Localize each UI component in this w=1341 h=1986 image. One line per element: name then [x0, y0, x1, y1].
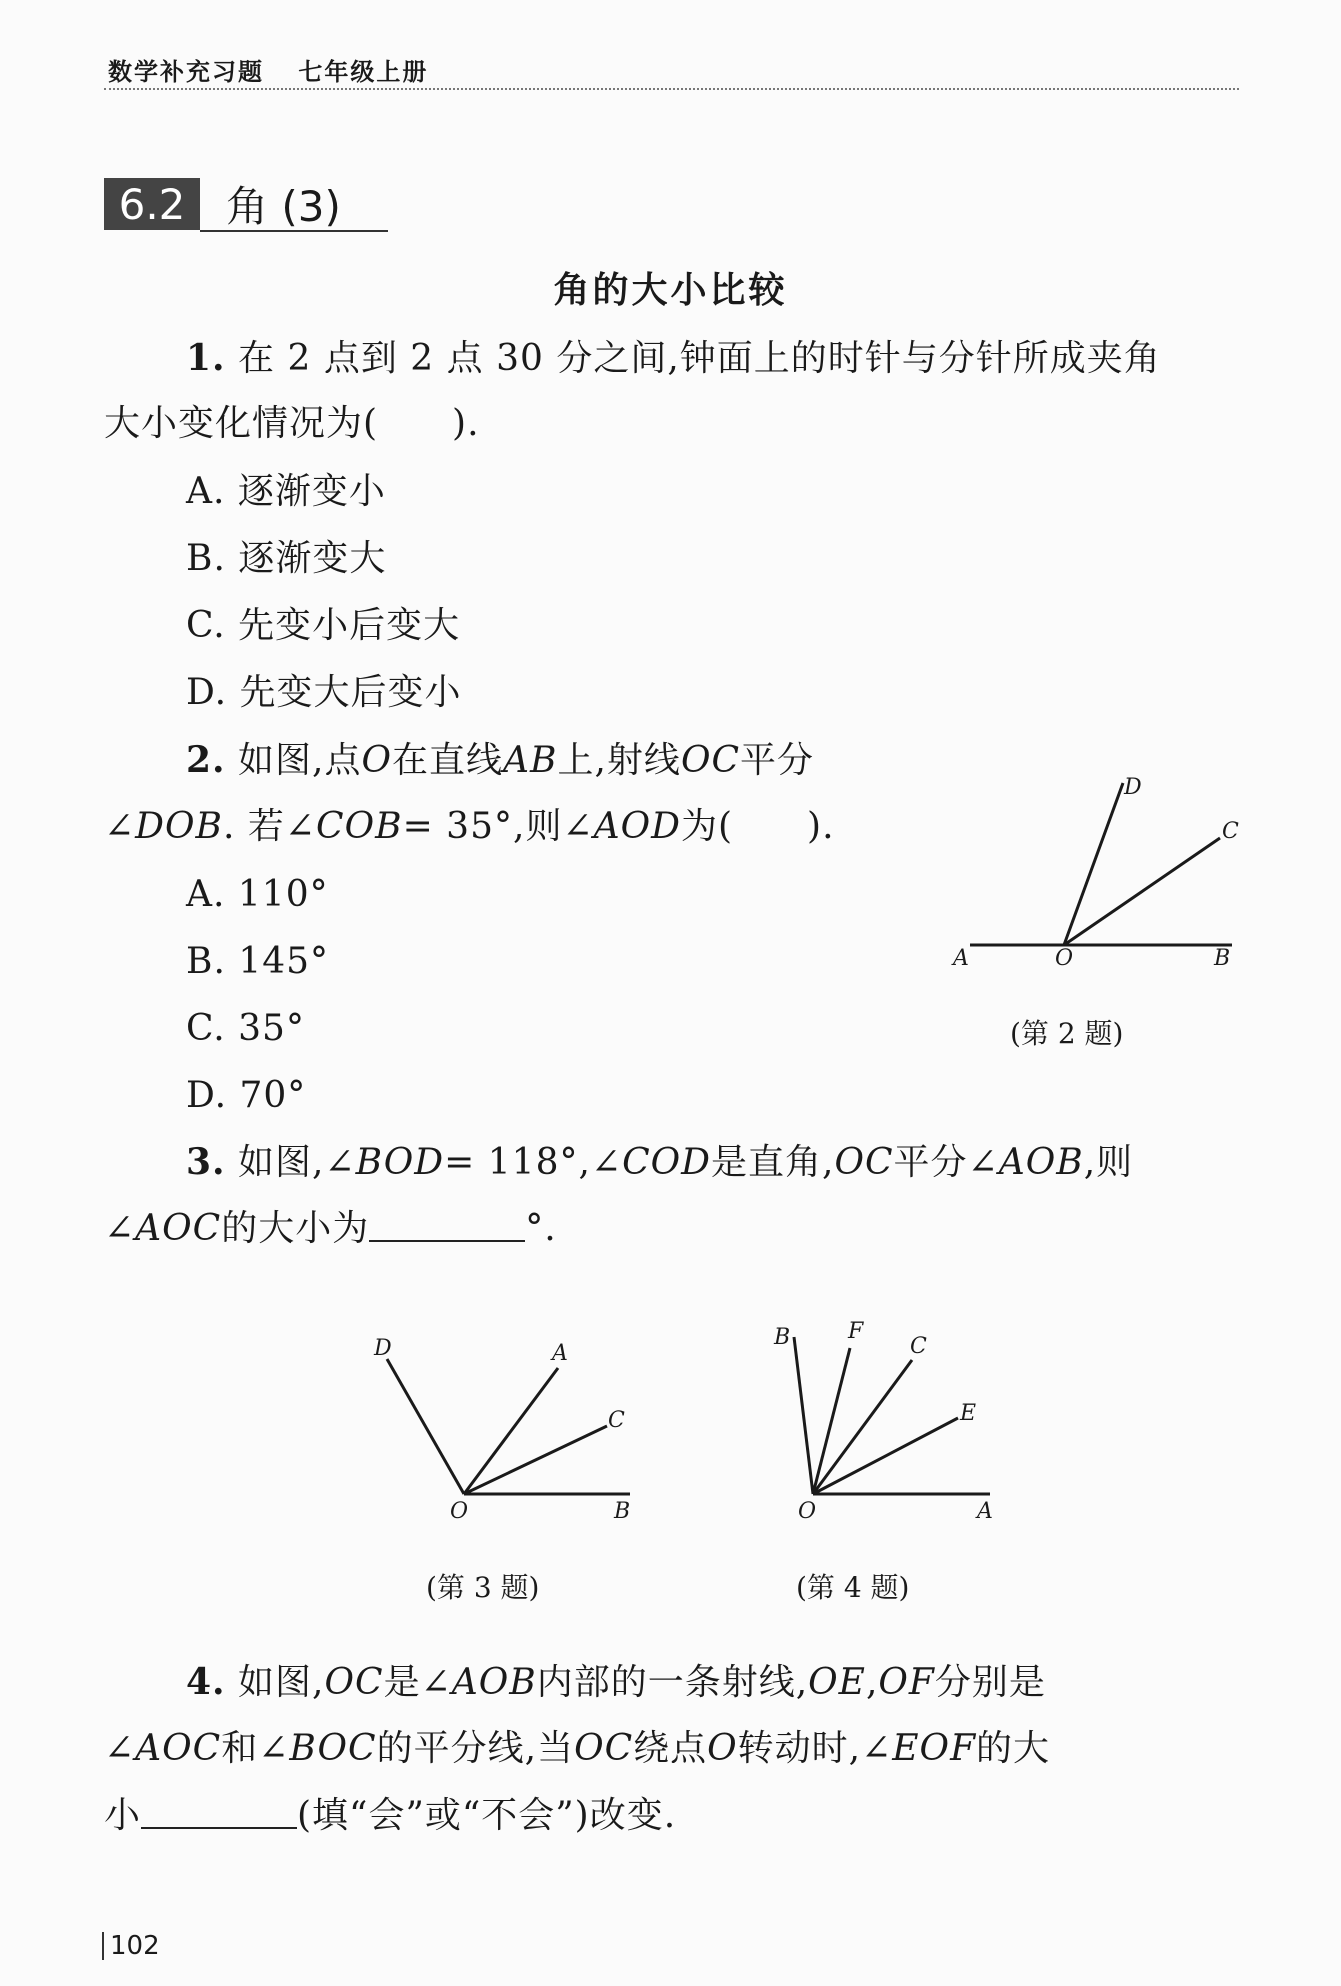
q2-stem-line1 [186, 738, 814, 783]
label-d: D [374, 1336, 392, 1361]
label-b: B [774, 1325, 791, 1350]
q3-var: ∠AOC [104, 1208, 222, 1249]
q2-text: 上,射线 [557, 740, 681, 781]
q1-stem-line2: 大小变化情况为( ). [104, 403, 480, 444]
grade-label: 七年级上册 [298, 58, 429, 86]
section-title: 角 (3) [226, 182, 341, 231]
q4-var: ∠AOB [420, 1662, 537, 1703]
label-o: O [450, 1499, 469, 1524]
q3-number: 3. [186, 1141, 226, 1183]
running-header [108, 52, 452, 87]
q3-text: 是直角, [711, 1142, 835, 1183]
q2-var: AB [503, 740, 558, 781]
q4-text: 和 [221, 1728, 259, 1769]
page-number: 102 [102, 1932, 160, 1960]
section-underline [200, 230, 388, 232]
q4-text: (填“会”或“不会”)改变. [297, 1795, 677, 1836]
q4-stem-line2 [104, 1727, 1050, 1771]
q4-number: 4. [186, 1661, 226, 1703]
q3-text: 平分 [893, 1142, 968, 1183]
q4-text: 的大 [976, 1728, 1051, 1769]
label-o: O [1055, 946, 1074, 971]
q4-text: 绕点 [633, 1728, 708, 1769]
q2-var: O [361, 740, 393, 781]
label-a: A [953, 946, 969, 971]
label-d: D [1124, 775, 1142, 800]
book-title: 数学补充习题 [108, 58, 264, 86]
ray-oc [1064, 838, 1220, 945]
q3-var: OC [834, 1142, 894, 1183]
q2-option-b: B. 145° [186, 941, 330, 982]
label-c: C [608, 1408, 625, 1433]
q4-stem-line1 [186, 1660, 1046, 1705]
q4-var: OC [574, 1728, 634, 1769]
section-number: 6.2 [104, 178, 200, 230]
q4-var: OE [808, 1662, 866, 1703]
q3-stem-line2 [104, 1207, 557, 1251]
label-b: B [614, 1499, 631, 1524]
q4-var: OC [324, 1662, 384, 1703]
q4-stem-line3 [104, 1794, 676, 1838]
q4-text: 分别是 [934, 1662, 1046, 1703]
q1-option-c: C. 先变小后变大 [186, 605, 461, 646]
q4-text: 内部的一条射线, [536, 1662, 809, 1703]
figure-q2 [940, 770, 1260, 990]
q3-stem-line1 [186, 1140, 1133, 1185]
q4-var: ∠AOC [104, 1728, 222, 1769]
q4-var: ∠BOC [258, 1728, 377, 1769]
header-divider [104, 88, 1239, 90]
q3-text: = 118°, [444, 1142, 591, 1183]
q4-text: 如图, [238, 1662, 325, 1703]
q3-text: °. [525, 1208, 557, 1249]
label-c: C [1222, 819, 1239, 844]
figure-q4 [740, 1310, 1060, 1530]
q4-text: 是 [383, 1662, 421, 1703]
figure-q4-caption: (第 4 题) [796, 1571, 910, 1604]
figure-q3-caption: (第 3 题) [426, 1571, 540, 1604]
q1-option-d: D. 先变大后变小 [186, 672, 462, 713]
q4-var: ∠EOF [861, 1728, 977, 1769]
q4-text: 转动时, [737, 1728, 862, 1769]
figure-q2-caption: (第 2 题) [1010, 1017, 1124, 1050]
q4-text: 的平分线,当 [376, 1728, 575, 1769]
ray-oa [464, 1368, 558, 1494]
q2-text: = 35°,则 [402, 806, 563, 847]
subtitle: 角的大小比较 [553, 270, 788, 311]
label-c: C [910, 1334, 927, 1359]
q3-answer-blank[interactable] [369, 1210, 525, 1242]
q3-text: 如图, [238, 1142, 325, 1183]
q3-text: 的大小为 [221, 1208, 370, 1249]
q4-var: OF [878, 1662, 935, 1703]
label-o: O [798, 1499, 817, 1524]
q1-stem-text: 在 2 点到 2 点 30 分之间,钟面上的时针与分针所成夹角 [238, 338, 1161, 379]
q2-var: ∠DOB [104, 806, 223, 847]
q2-number: 2. [186, 739, 226, 781]
q4-text: 小 [104, 1795, 142, 1836]
q3-var: ∠AOB [967, 1142, 1084, 1183]
q2-var: OC [680, 740, 740, 781]
label-a: A [552, 1341, 568, 1366]
q2-text: 为( ). [681, 806, 835, 847]
q4-var: O [707, 1728, 738, 1769]
ray-oc [464, 1426, 607, 1494]
ray-od [387, 1359, 464, 1494]
q2-stem-line2 [104, 805, 835, 849]
ray-ob [794, 1337, 813, 1494]
q3-var: ∠BOD [324, 1142, 445, 1183]
label-f: F [848, 1319, 864, 1344]
ray-of [813, 1348, 850, 1494]
q2-text: 平分 [740, 740, 815, 781]
q3-var: ∠COD [590, 1142, 712, 1183]
ray-od [1064, 783, 1123, 945]
q2-var: ∠AOD [562, 806, 681, 847]
label-b: B [1214, 946, 1231, 971]
q1-stem-line1 [186, 336, 1161, 381]
q1-number: 1. [186, 337, 226, 379]
q2-text: 在直线 [392, 740, 504, 781]
label-e: E [960, 1401, 977, 1426]
ray-oe [813, 1418, 958, 1494]
q2-text: 如图,点 [238, 740, 362, 781]
q2-var: ∠COB [284, 806, 403, 847]
q4-answer-blank[interactable] [141, 1797, 297, 1829]
q2-option-a: A. 110° [186, 874, 329, 915]
q1-option-b: B. 逐渐变大 [186, 538, 387, 579]
figure-q3 [360, 1310, 680, 1530]
q3-text: ,则 [1083, 1142, 1134, 1183]
ray-oc [813, 1360, 912, 1494]
q2-option-d: D. 70° [186, 1075, 307, 1116]
q2-text: . 若 [223, 806, 285, 847]
q1-option-a: A. 逐渐变小 [186, 471, 386, 512]
q4-text: , [865, 1662, 879, 1703]
label-a: A [977, 1499, 993, 1524]
q2-option-c: C. 35° [186, 1008, 305, 1049]
